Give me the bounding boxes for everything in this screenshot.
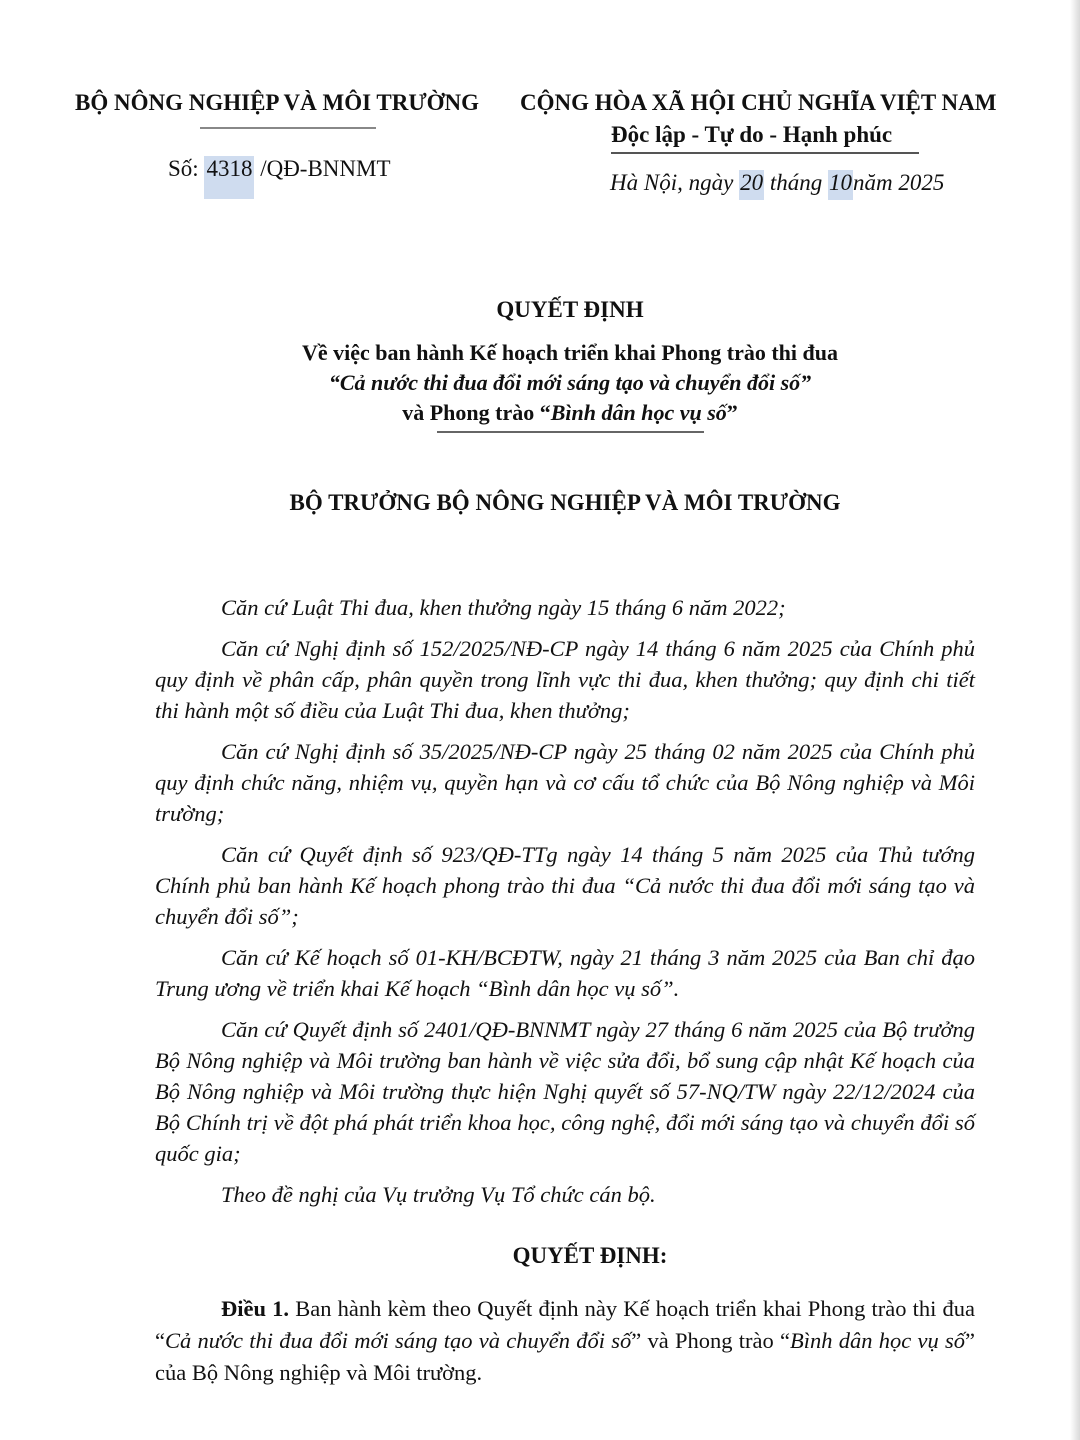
article-1-italic: Cả nước thi đua đổi mới sáng tạo và chuyển đổi số (165, 1328, 632, 1353)
document-subtitle (0, 338, 1080, 428)
preamble-paragraph: Căn cứ Quyết định số 2401/QĐ-BNNMT ngày 27 tháng 6 năm 2025 của Bộ trưởng Bộ Nông nghiệp và Môi trường ban hành về việc sửa đổi, bổ sung cập nhật Kế hoạch của Bộ Nông nghiệp và Môi trường thực hiện Nghị quyết số 57-NQ/TW ngày 22/12/2024 của Bộ Chính trị về đột phá phát triển khoa học, công nghệ, đổi mới sáng tạo và chuyển đổi số quốc gia; (155, 1017, 975, 1166)
document-number-value[interactable]: 4318 (204, 156, 254, 199)
document-number-prefix: Số: (168, 156, 205, 181)
subtitle-line-3 (0, 398, 1080, 428)
article-1 (155, 1293, 975, 1389)
document-number (168, 156, 391, 199)
document-body (155, 592, 975, 1389)
document-number-suffix: /QĐ-BNNMT (254, 156, 391, 181)
subtitle-underline (437, 431, 704, 433)
preamble-paragraph: Căn cứ Kế hoạch số 01-KH/BCĐTW, ngày 21 tháng 3 năm 2025 của Ban chỉ đạo Trung ương về triển khai Kế hoạch “Bình dân học vụ số”. (155, 945, 975, 1001)
republic-name: CỘNG HÒA XÃ HỘI CHỦ NGHĨA VIỆT NAM (520, 90, 997, 115)
place-prefix: Hà Nội, ngày (610, 170, 740, 195)
article-1-text: ” và Phong trào “ (631, 1328, 790, 1353)
year-label: năm 2025 (852, 170, 945, 195)
ministry-name: BỘ NÔNG NGHIỆP VÀ MÔI TRƯỜNG (75, 90, 480, 115)
preamble-paragraph: Căn cứ Luật Thi đua, khen thưởng ngày 15 tháng 6 năm 2022; (221, 595, 786, 620)
decision-heading: QUYẾT ĐỊNH: (512, 1243, 668, 1268)
ministry-underline (200, 127, 376, 129)
subtitle-line-3-italic: Bình dân học vụ số (550, 400, 727, 425)
place-date (610, 170, 944, 196)
subtitle-line-3-prefix: và Phong trào “ (402, 400, 551, 425)
article-1-italic: Bình dân học vụ số (790, 1328, 965, 1353)
preamble-paragraph: Căn cứ Quyết định số 923/QĐ-TTg ngày 14 tháng 5 năm 2025 của Thủ tướng Chính phủ ban hành Kế hoạch phong trào thi đua “Cả nước thi đua đổi mới sáng tạo và chuyển đổi số”; (155, 842, 975, 929)
month-label: tháng (764, 170, 828, 195)
motto-underline (611, 152, 919, 154)
subtitle-line-3-suffix: ” (726, 400, 738, 425)
date-day[interactable]: 20 (739, 170, 764, 200)
article-1-text: ” của Bộ Nông nghiệp và Môi trường. (155, 1328, 975, 1385)
preamble-paragraph: Theo đề nghị của Vụ trưởng Vụ Tổ chức cán bộ. (221, 1182, 656, 1207)
page-edge-shadow (1070, 0, 1080, 1440)
preamble-paragraph: Căn cứ Nghị định số 35/2025/NĐ-CP ngày 25 tháng 02 năm 2025 của Chính phủ quy định chức năng, nhiệm vụ, quyền hạn và cơ cấu tổ chức của Bộ Nông nghiệp và Môi trường; (155, 739, 975, 826)
subtitle-line-2: “Cả nước thi đua đổi mới sáng tạo và chuyển đổi số” (328, 370, 812, 395)
issuing-authority: BỘ TRƯỞNG BỘ NÔNG NGHIỆP VÀ MÔI TRƯỜNG (289, 490, 841, 515)
article-1-text: Ban hành kèm theo Quyết định này Kế hoạch triển khai Phong trào thi đua “ (155, 1296, 976, 1353)
subtitle-line-1: Về việc ban hành Kế hoạch triển khai Phong trào thi đua (301, 340, 838, 365)
national-motto: Độc lập - Tự do - Hạnh phúc (611, 122, 893, 147)
preamble-paragraph: Căn cứ Nghị định số 152/2025/NĐ-CP ngày 14 tháng 6 năm 2025 của Chính phủ quy định về phân cấp, phân quyền trong lĩnh vực thi đua, khen thưởng; quy định chi tiết thi hành một số điều của Luật Thi đua, khen thưởng; (155, 636, 975, 723)
article-1-label: Điều 1. (221, 1296, 290, 1321)
date-month[interactable]: 10 (828, 170, 853, 200)
document-title: QUYẾT ĐỊNH (496, 297, 644, 322)
